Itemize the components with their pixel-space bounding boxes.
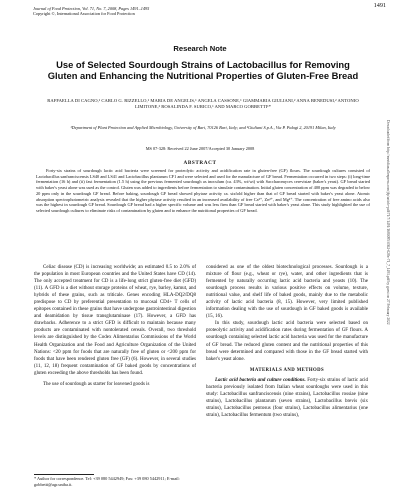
body-paragraph: The use of sourdough as starter for leavened goods is (43, 381, 150, 387)
journal-header (33, 6, 149, 16)
received-dates: MS 07-328: Received 22 June 2007/Accepted 30 January 2008 (145, 146, 255, 151)
footnote-divider (34, 474, 94, 475)
page-number: 1491 (373, 2, 386, 9)
body-column-right (206, 264, 368, 419)
article-type-label: Research Note (173, 44, 227, 53)
journal-copyright: Copyright ©, International Association for Food Protection (33, 11, 135, 17)
abstract-heading: ABSTRACT (183, 160, 217, 166)
methods-heading: MATERIALS AND METHODS (249, 367, 325, 373)
download-watermark (384, 120, 391, 370)
abstract-text: Forty-six strains of sourdough lactic acid bacteria were screened for proteolytic activity and acidification rate in gluten-free (GF) flours. The sourdough cultures consisted of Lactobacillus sanfranciscensis LS40 and LS41 and Lactobacillus plantarum CF1 and were selected and used for the manufacture of GF bread. Fermentation occurred in two steps: (i) long-time fermentation (16 h) and (ii) fast fermentation (1.5 h) using the previous fermented sourdough as inoculum (ca. 43%, wt/wt) with Saccharomyces cerevisiae (baker's yeast). GF bread started with baker's yeast alone was used as the control. Gluten was added to ingredients before fermentation to simulate contamination. Initial gluten concentration of 400 ppm was degraded to below 20 ppm only in the sourdough GF bread. Before baking, sourdough GF bread showed phytase activity ca. sixfold higher than that of GF bread started with baker's yeast alone. Atomic absorption spectrophotometric analysis revealed that the higher phytase activity resulted in an increased availability of free Ca²⁺, Zn²⁺, and Mg²⁺. The concentration of free amino acids also was the highest in sourdough GF bread. Sourdough GF bread had a higher specific volume and was less firm than GF bread started with baker's yeast alone. This study highlighted the use of selected sourdough cultures to eliminate risks of contamination by gluten and to enhance the nutritional properties of GF bread. (36, 168, 370, 213)
methods-text: Forty-six strains of lactic acid bacteria previously isolated from Italian wheat sourdoughs were used in this study: Lactobacillus sanfranciscensis (nine strains), Lactobacillus rossiae (nine strains), Lactobacillus plantarum (seven strains), Lactobacillus brevis (six strains), Lactobacillus pentosus (four strains), Lactobacillus alimentarius (one strain), Lactobacillus fermentum (two strains), (206, 377, 368, 418)
body-paragraph: In this study, sourdough lactic acid bacteria were selected based on proteolytic activity and acidification rates during fermentation of GF flours. A sourdough containing selected lactic acid bacteria was used for the manufacture of GF bread. The reduced gluten content and the nutritional properties of this bread were determined and compared with those in the GF bread started with baker's yeast alone. (206, 321, 368, 362)
download-watermark-text: Downloaded from http://meridian.allenpress.com/jfp/article-pdf/71/7/1491/1680095/0362-028x-71_7_1491.pdf by guest on 27 February 2022 (386, 120, 390, 325)
author-affiliations: ¹Department of Plant Protection and Applied Microbiology, University of Bari, 70126 Bari, Italy; and ²Giuliani S.p.A., Via P. Palagi 2, 20191 Milan, Italy (70, 125, 336, 130)
methods-subheading: Lactic acid bacteria and culture conditions. (215, 377, 306, 383)
correspondence-footnote: * Author for correspondence. Tel: +39 080 5442949; Fax: +39 080 5442911; E-mail: gobbetti@agr.uniba.it. (34, 476, 180, 487)
journal-citation: Journal of Food Protection, Vol. 71, No. 7, 2008, Pages 1491–1495 (33, 6, 150, 11)
body-column-left (34, 264, 196, 388)
body-paragraph: considered as one of the oldest biotechnological processes. Sourdough is a mixture of flour (e.g., wheat or rye), water, and other ingredients that is fermented by naturally occurring lactic acid bacteria and yeasts (10). The sourdough process results in various positive effects on volume, texture, nutritional value, and shelf life of baked goods, mainly due to the metabolic activity of lactic acid bacteria (8, 15). However, very limited published information dealing with the use of sourdough in GF baked goods is available (15, 16). (206, 265, 368, 320)
methods-paragraph (206, 377, 368, 419)
author-list: RAFFAELLA DI CAGNO,¹ CARLO G. RIZZELLO,¹ MARIA DE ANGELIS,¹ ANGELA CASSONE,¹ GIAMMARIA GIULIANI,² ANNA BENEDUSI,² ANTONIO LIMITONE,² ROSALINDA F. SURICO,¹ AND MARCO GOBBETTI¹* (47, 98, 359, 110)
body-paragraph: Celiac disease (CD) is increasing worldwide; an estimated 0.5 to 2.0% of the population in most European countries and the United States have CD (14). The only accepted treatment for CD is a life-long strict gluten-free diet (GFD) (11). A GFD is a diet without storage proteins of wheat, rye, barley, kamut, and hybrids of these grains, such as triticale. Genes encoding HLA-DQ2/DQ8 predispose to CD by preferential presentation to mucosal CD4+ T cells of epitopes contained in these grains that have undergone gastrointestinal digestion and deamidation by tissue transglutaminase (17). However, a GFD has drawbacks. Adherence to a strict GFD is difficult to maintain because many products are contaminated with nontolerated cereals. Overall, two threshold levels are distinguished by the Codex Alimentarius Commissions of the World Health Organization and the Food and Agriculture Organization of the United Nations: <20 ppm for foods that are naturally free of gluten or <200 ppm for foods that have been rendered gluten free (GF) (6). However, in several studies (11, 12, 18) frequent contamination of GF baked goods by concentrations of gluten exceeding the above thresholds has been found. (34, 265, 196, 376)
article-title: Use of Selected Sourdough Strains of Lactobacillus for Removing Gluten and Enhancing the Nutritional Properties of Gluten-Free Bread (47, 59, 359, 82)
